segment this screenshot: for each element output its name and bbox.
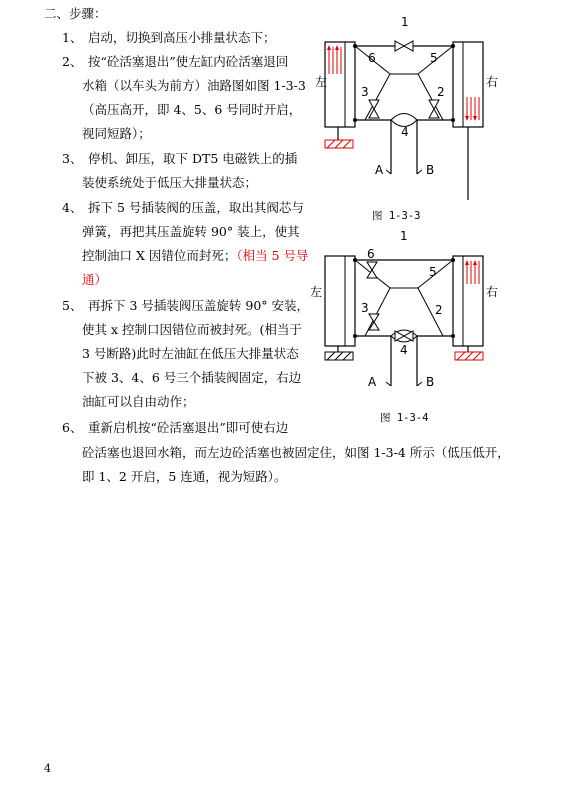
step-6-line-2: 砼活塞也退回水箱，而左边砼活塞也被固定住，如图 1-3-4 所示（低压低开， [82,445,510,460]
fig2-port-a: A [368,375,377,389]
fig2-valve-4: 4 [400,343,408,357]
step-5-line-4: 下被 3、4、6 号三个插装阀固定，右边 [82,370,302,385]
step-6-line-1: 重新启机按“砼活塞退出”即可使右边 [88,420,289,435]
hydraulic-diagram-1-3-3 [305,12,505,202]
section-heading: 二、步骤： [44,6,107,21]
fig2-valve-6: 6 [367,247,375,261]
step-4-line-3-text: 控制油口 X 因错位而封死； [82,248,237,263]
fig1-port-b: B [426,163,435,177]
fig1-valve-2: 2 [437,85,445,99]
fig1-valve-5: 5 [430,51,438,65]
fig1-valve-6: 6 [368,51,376,65]
step-4-line-1: 拆下 5 号插装阀的压盖，取出其阀芯与 [88,200,304,215]
step-3-line-2: 装使系统处于低压大排量状态； [82,175,258,190]
step-4-red-note-end: 通） [82,272,108,287]
fig2-valve-2: 2 [435,303,443,317]
step-2-line-4: 视同短路）； [82,126,151,141]
step-6-line-3: 即 1、2 开启，5 连通，视为短路）。 [82,469,287,484]
step-2-line-1: 按“砼活塞退出”使左缸内砼活塞退回 [88,54,289,69]
step-2-number: 2、 [62,54,83,69]
fig2-valve-3: 3 [361,301,369,315]
step-3-number: 3、 [62,151,83,166]
fig1-valve-3: 3 [361,85,369,99]
step-5-line-3: 3 号断路)此时左油缸在低压大排量状态 [82,346,299,361]
fig2-valve-1: 1 [400,229,408,243]
fig2-valve-5: 5 [429,265,437,279]
step-5-line-2: 使其 x 控制口因错位而被封死。(相当于 [82,322,302,337]
step-1-number: 1、 [62,30,83,45]
fig2-port-b: B [426,375,435,389]
fig2-caption: 图 1-3-4 [380,412,429,424]
step-3-line-1: 停机、卸压，取下 DT5 电磁铁上的插 [88,151,298,166]
fig2-right-label: 右 [486,285,499,299]
fig1-valve-1: 1 [401,15,409,29]
step-6-number: 6、 [62,420,83,435]
step-2-line-2: 水箱（以车头为前方）油路图如图 1-3-3 [82,78,306,93]
fig2-left-label: 左 [310,285,323,299]
fig1-port-a: A [375,163,384,177]
fig1-valve-4: 4 [401,125,409,139]
fig1-right-label: 右 [486,75,499,89]
step-4-number: 4、 [62,200,83,215]
step-5-line-5: 油缸可以自由动作； [82,394,195,409]
page-number: 4 [44,762,51,775]
step-4-line-2: 弹簧，再把其压盖旋转 90° 装上，使其 [82,224,300,239]
hydraulic-diagram-1-3-4 [305,228,505,408]
step-4-line-3 [82,246,309,266]
step-5-line-1: 再拆下 3 号插装阀压盖旋转 90° 安装， [88,298,310,313]
step-4-red-note: （相当 5 号导 [236,248,309,263]
step-2-line-3: （高压高开，即 4、5、6 号同时开启， [82,102,302,117]
fig1-left-label: 左 [315,75,328,89]
step-1-text: 启动，切换到高压小排量状态下； [88,30,276,45]
fig1-caption: 图 1-3-3 [372,210,421,222]
step-5-number: 5、 [62,298,83,313]
